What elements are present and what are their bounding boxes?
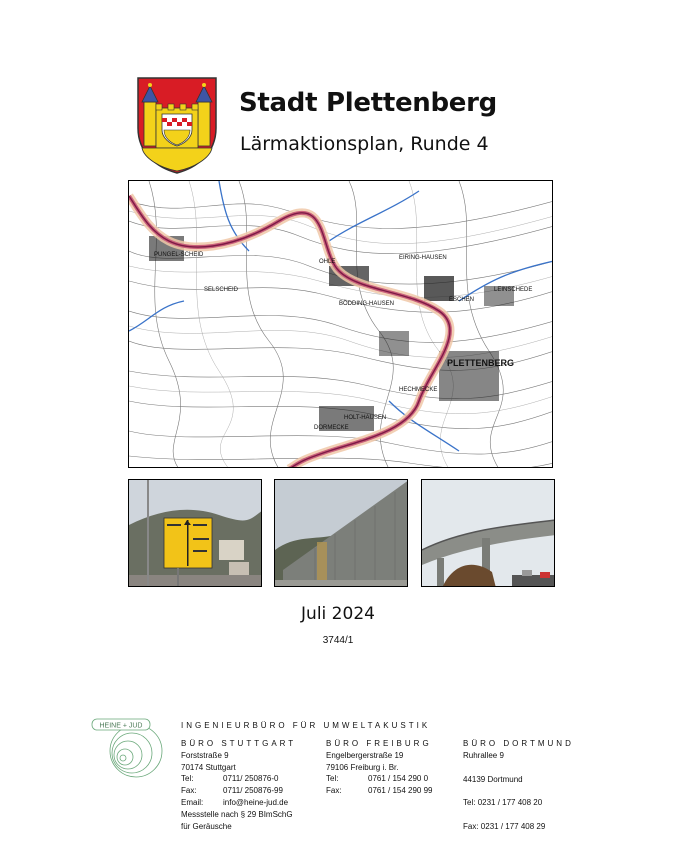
tel-label: Tel: <box>181 774 194 784</box>
map-label: SELSCHEID <box>204 287 239 293</box>
office-street: Engelbergerstraße 19 <box>326 750 404 760</box>
map-label: EIRING-HAUSEN <box>399 255 447 261</box>
office-city: 79106 Freiburg i. Br. <box>326 762 399 772</box>
map-label: LEINSCHEDE <box>494 287 533 293</box>
map-label: PLETTENBERG <box>447 358 515 368</box>
email-link[interactable]: info@heine-jud.de <box>223 797 289 807</box>
photo-road-sign <box>128 479 262 587</box>
tel-label: Tel: <box>326 774 339 784</box>
firm-name: INGENIEURBÜRO FÜR UMWELTAKUSTIK <box>181 721 431 730</box>
coat-of-arms-icon <box>136 76 218 174</box>
fax-label: Fax: <box>326 786 342 796</box>
office-city: 44139 Dortmund <box>463 774 523 784</box>
office-street: Ruhrallee 9 <box>463 750 504 760</box>
heine-jud-logo-icon <box>90 717 170 779</box>
map-label: PUNGEL-SCHEID <box>154 252 204 258</box>
fax-number: 0761 / 154 290 99 <box>368 786 433 796</box>
map-label: BÖDDING-HAUSEN <box>339 301 395 307</box>
report-date: Juli 2024 <box>301 604 375 624</box>
project-number: 3744/1 <box>322 635 354 646</box>
svg-text:HEINE + JUD: HEINE + JUD <box>99 722 143 730</box>
office-heading: BÜRO FREIBURG <box>326 739 432 748</box>
fax-label: Fax: <box>463 822 479 832</box>
office-heading: BÜRO DORTMUND <box>463 739 574 748</box>
map-label: OHLE <box>319 259 336 265</box>
fax-number: 0231 / 177 408 29 <box>480 822 546 832</box>
tel-number: 0711/ 250876-0 <box>223 774 279 784</box>
map-label: ESCHEN <box>449 297 475 303</box>
tel-label: Tel: <box>463 798 476 808</box>
office-street: Forststraße 9 <box>181 750 229 760</box>
office-stuttgart <box>181 738 296 832</box>
page-title: Stadt Plettenberg <box>239 88 497 118</box>
certification-note-2: für Geräusche <box>181 821 232 831</box>
photo-noise-barrier <box>274 479 408 587</box>
page-subtitle: Lärmaktionsplan, Runde 4 <box>240 133 489 155</box>
fax-label: Fax: <box>181 786 197 796</box>
map-label: DORMECKE <box>314 425 349 431</box>
office-city: 70174 Stuttgart <box>181 762 236 772</box>
tel-number: 0231 / 177 408 20 <box>477 798 543 808</box>
certification-note: Messstelle nach § 29 BImSchG <box>181 809 293 819</box>
photo-bridge <box>421 479 555 587</box>
tel-number: 0761 / 154 290 0 <box>368 774 429 784</box>
map-label: HECHMECKE <box>399 387 438 393</box>
fax-number: 0711/ 250876-99 <box>223 786 283 796</box>
map-label: HOLT-HAUSEN <box>344 415 387 421</box>
office-dortmund <box>463 738 574 833</box>
noise-map <box>128 180 553 468</box>
office-heading: BÜRO STUTTGART <box>181 739 297 748</box>
email-label: Email: <box>181 797 204 807</box>
office-freiburg <box>326 738 433 797</box>
